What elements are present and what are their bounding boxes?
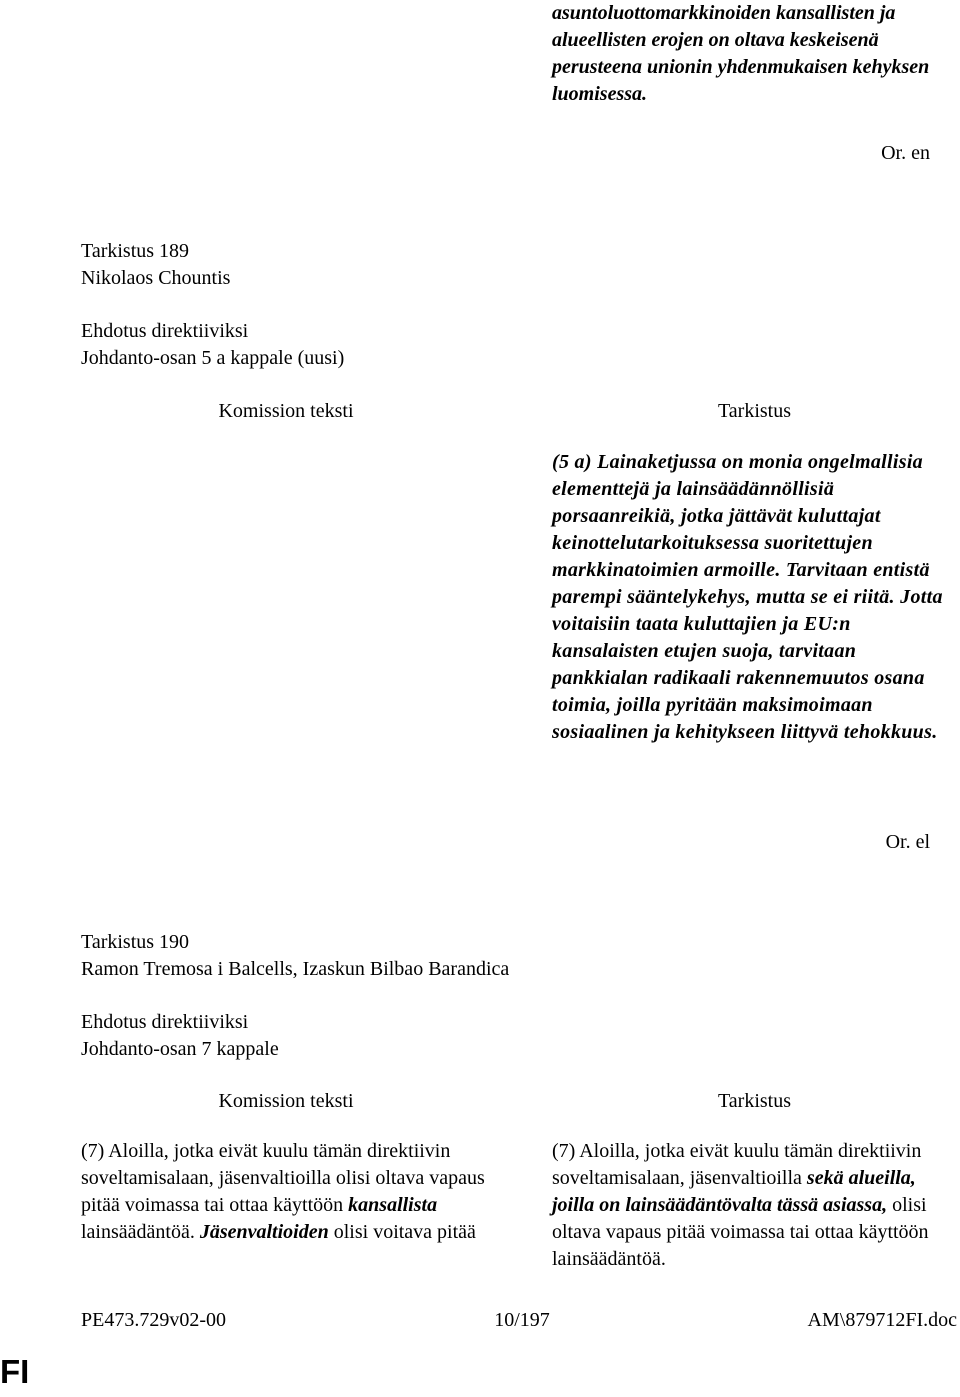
amendment-190-number: Tarkistus 190 <box>81 931 190 953</box>
amendment-189-author: Nikolaos Chountis <box>81 267 231 289</box>
amended-text-part-2: olisi oltava vapaus pitää voimassa tai ottaa käyttöön lainsäädäntöä. <box>552 1194 929 1270</box>
amendment-190-header-left: Komission teksti <box>218 1090 354 1112</box>
commission-text-part-2: lainsäädäntöä. <box>81 1221 200 1243</box>
amendment-189-header-left: Komission teksti <box>218 400 354 422</box>
amended-text-part-1: (7) Aloilla, jotka eivät kuulu tämän direktiivin soveltamisalaan, jäsenvaltioilla <box>552 1140 922 1189</box>
amendment-189-text: (5 a) Lainaketjussa on monia ongelmallisia elementtejä ja lainsäädännöllisiä porsaanreikiä, jotka jättävät kuluttajat keinottelutarkoituksessa suoritettujen markkinatoimien armoille. Tarvitaan entistä parempi sääntelykehys, mutta se ei riitä. Jotta voitaisiin taata kuluttajien ja EU:n kansalaisten etujen suoja, tarvitaan pankkialan radikaali rakennemuutos osana toimia, joilla pyritään maksimoimaan sosiaalinen ja kehitykseen liittyvä tehokkuus. <box>552 451 943 743</box>
amendment-190-proposal: Ehdotus direktiiviksi <box>81 1011 249 1033</box>
origin-language-1: Or. en <box>881 142 930 164</box>
commission-text-part-3: olisi voitava pitää <box>328 1221 476 1243</box>
amended-text-emphasis-1: sekä alueilla, joilla on lainsäädäntövalta tässä asiassa, <box>552 1167 916 1216</box>
amendment-190-header-right: Tarkistus <box>717 1090 792 1112</box>
language-marker: FI <box>0 1353 30 1390</box>
amendment-190-reference: Johdanto-osan 7 kappale <box>81 1038 279 1060</box>
commission-text-part-1: (7) Aloilla, jotka eivät kuulu tämän direktiivin soveltamisalaan, jäsenvaltioilla olisi oltava vapaus pitää voimassa tai ottaa käyttöön <box>81 1140 485 1216</box>
amendment-190-amended-text <box>552 1138 957 1273</box>
amendment-189-reference: Johdanto-osan 5 a kappale (uusi) <box>81 347 345 369</box>
amendment-190-author: Ramon Tremosa i Balcells, Izaskun Bilbao Barandica <box>81 958 510 980</box>
footer-file-name: AM\879712FI.doc <box>807 1309 957 1331</box>
origin-language-2: Or. el <box>885 831 930 853</box>
footer-doc-ref: PE473.729v02-00 <box>81 1309 226 1331</box>
footer-page-number: 10/197 <box>494 1309 550 1331</box>
amendment-189-number: Tarkistus 189 <box>81 240 190 262</box>
carried-over-paragraph: asuntoluottomarkkinoiden kansallisten ja alueellisten erojen on oltava keskeisenä perusteena unionin yhdenmukaisen kehyksen luomisessa. <box>552 2 930 105</box>
amendment-190-commission-text <box>81 1138 491 1246</box>
commission-text-emphasis-1: kansallista <box>348 1194 438 1216</box>
amendment-189-header-right: Tarkistus <box>717 400 792 422</box>
commission-text-emphasis-2: Jäsenvaltioiden <box>199 1221 329 1243</box>
amendment-189-proposal: Ehdotus direktiiviksi <box>81 320 249 342</box>
